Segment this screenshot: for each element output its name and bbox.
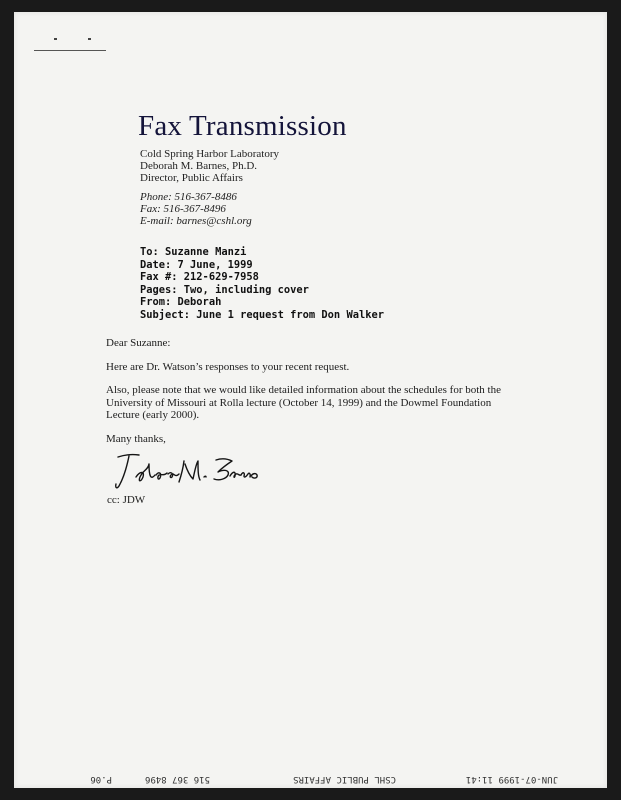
footer-datetime: JUN-07-1999 11:41 <box>465 774 558 784</box>
meta-to: To: Suzanne Manzi <box>140 246 247 258</box>
corner-dot <box>88 38 91 40</box>
sender-name: Deborah M. Barnes, Ph.D. <box>140 160 258 172</box>
salutation: Dear Suzanne: <box>106 337 171 349</box>
sender-fax: Fax: 516-367-8496 <box>140 203 226 215</box>
footer-page: P.06 <box>90 774 112 784</box>
paragraph-1: Here are Dr. Watson’s responses to your recent request. <box>106 360 350 373</box>
signature-image <box>112 444 262 492</box>
contact-block <box>140 191 252 227</box>
transmission-details <box>140 246 384 322</box>
fax-page <box>14 12 607 788</box>
footer-number: 516 367 8496 <box>144 774 210 784</box>
meta-date: Date: 7 June, 1999 <box>140 258 253 271</box>
closing: Many thanks, <box>106 432 166 445</box>
footer-sender: CSHL PUBLIC AFFAIRS <box>293 774 396 784</box>
cc-line: cc: JDW <box>107 494 146 506</box>
paragraph-2: Also, please note that we would like detailed information about the schedules for both the University of Missouri at Rolla lecture (October 14, 1999) and the Dowmel Foundation Lecture (early 2000). <box>106 384 501 421</box>
corner-dot <box>54 38 57 40</box>
meta-subject: Subject: June 1 request from Don Walker <box>140 308 384 321</box>
meta-from: From: Deborah <box>140 296 222 309</box>
sender-phone: Phone: 516-367-8486 <box>140 191 237 203</box>
sender-position: Director, Public Affairs <box>140 172 243 184</box>
corner-rule <box>34 50 106 51</box>
meta-pages: Pages: Two, including cover <box>140 283 309 296</box>
sender-org: Cold Spring Harbor Laboratory <box>140 148 279 160</box>
meta-fax: Fax #: 212-629-7958 <box>140 271 259 284</box>
corner-mark <box>34 36 108 52</box>
sender-block <box>140 148 279 184</box>
fax-title: Fax Transmission <box>138 110 347 142</box>
letter-body <box>106 337 526 456</box>
fax-footer-stamp <box>78 770 558 786</box>
sender-email: E-mail: barnes@cshl.org <box>140 215 252 227</box>
